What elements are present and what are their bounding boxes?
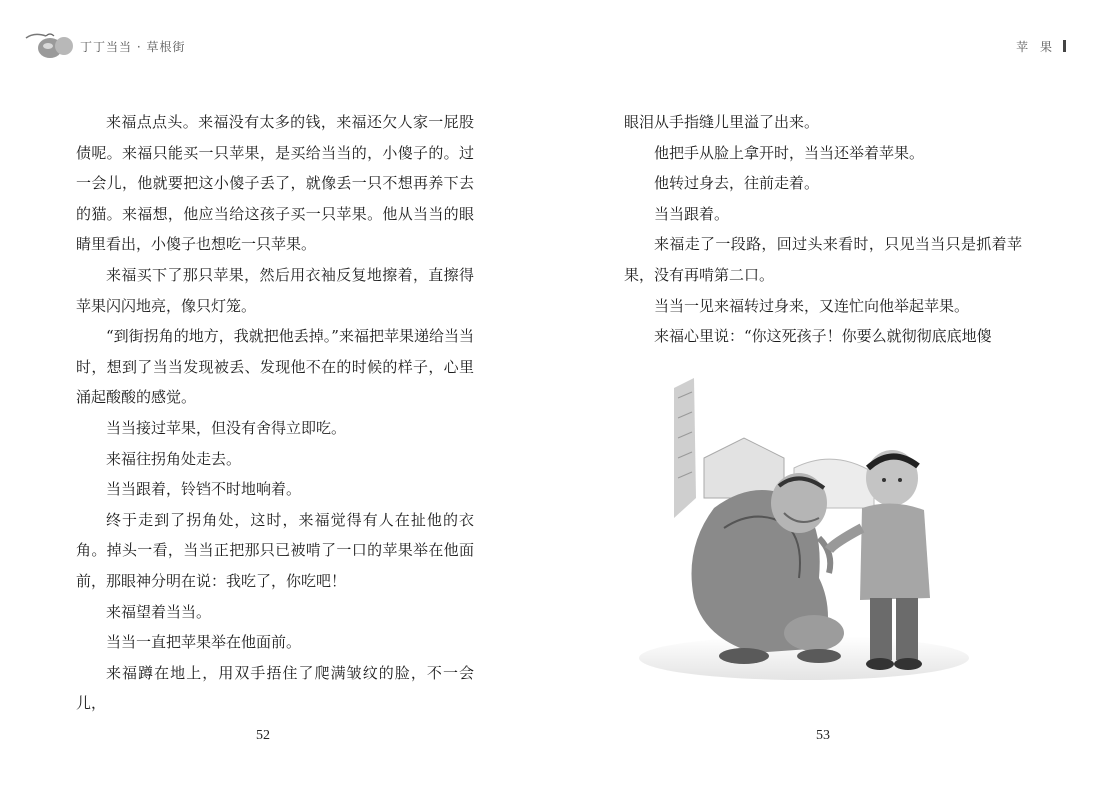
paragraph: 他把手从脸上拿开时，当当还举着苹果。 xyxy=(654,143,925,162)
right-page xyxy=(548,0,1096,786)
chapter-marker xyxy=(1063,40,1066,52)
man-and-child-illustration xyxy=(634,378,974,680)
paragraph: 当当跟着。 xyxy=(654,204,730,223)
chapter-title: 苹 果 xyxy=(1016,40,1056,54)
paragraph: 当当一直把苹果举在他面前。 xyxy=(106,633,302,652)
paragraph: 终于走到了拐角处，这时，来福觉得有人在扯他的衣角。掉头一看，当当正把那只已被啃了一口的苹果举在他面前，那眼神分明在说：我吃了，你吃吧！ xyxy=(76,510,474,590)
paragraph: 当当一见来福转过身来，又连忙向他举起苹果。 xyxy=(654,296,970,315)
paragraph-continuation: 眼泪从手指缝儿里溢了出来。 xyxy=(624,113,820,131)
paragraph: 来福往拐角处走去。 xyxy=(106,449,242,468)
page-number-right: 53 xyxy=(816,728,830,743)
series-title: 丁丁当当 · 草根街 xyxy=(80,40,186,54)
paragraph: 来福心里说：“你这死孩子！你要么就彻彻底底地傻 xyxy=(654,327,992,346)
page-number-left: 52 xyxy=(256,728,270,743)
right-body-text xyxy=(624,107,1022,352)
paragraph: 来福买下了那只苹果，然后用衣袖反复地擦着，直擦得苹果闪闪地亮，像只灯笼。 xyxy=(76,265,474,315)
paragraph: “到街拐角的地方，我就把他丢掉。”来福把苹果递给当当时，想到了当当发现被丢、发现他不在的时候的样子，心里涌起酸酸的感觉。 xyxy=(76,327,474,407)
paragraph: 当当跟着，铃铛不时地响着。 xyxy=(106,480,302,499)
paragraph: 来福望着当当。 xyxy=(106,602,212,621)
paragraph: 来福点点头。来福没有太多的钱，来福还欠人家一屁股债呢。来福只能买一只苹果，是买给当当的，小傻子的。过一会儿，他就要把这小傻子丢了，就像丢一只不想再养下去的猫。来福想，他应当给这孩子买一只苹果。他从当当的眼睛里看出，小傻子也想吃一只苹果。 xyxy=(76,113,474,254)
paragraph: 当当接过苹果，但没有舍得立即吃。 xyxy=(106,418,347,437)
paragraph: 来福走了一段路，回过头来看时，只见当当只是抓着苹果，没有再啃第二口。 xyxy=(624,235,1022,284)
paragraph: 来福蹲在地上，用双手捂住了爬满皱纹的脸，不一会儿， xyxy=(76,663,474,713)
paragraph: 他转过身去，往前走着。 xyxy=(654,174,820,193)
left-body-text xyxy=(76,107,474,719)
